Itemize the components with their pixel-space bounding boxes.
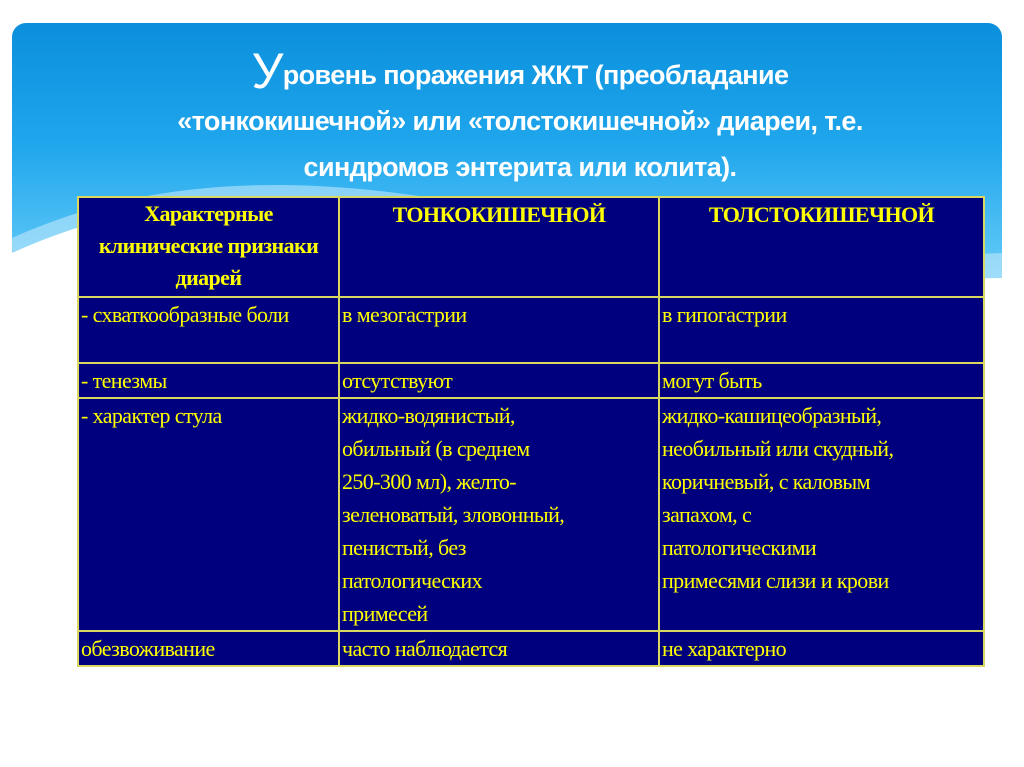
cell: часто наблюдается <box>339 631 659 666</box>
table-header-row <box>78 197 984 297</box>
table-row <box>78 398 984 631</box>
header-large-intestine: ТОЛСТОКИШЕЧНОЙ <box>659 197 984 297</box>
table-row <box>78 631 984 666</box>
table-row <box>78 297 984 363</box>
title-line-2: «тонкокишечной» или «толстокишечной» диареи, т.е. <box>177 106 863 136</box>
slide-title <box>40 43 1000 190</box>
cell: жидко-водянистый, обильный (в среднем 250-300 мл), желто- зеленоватый, зловонный, пенистый, без патологических примесей <box>339 398 659 631</box>
title-line-3: синдромов энтерита или колита). <box>303 152 737 182</box>
cell: - схваткообразные боли <box>78 297 339 363</box>
comparison-table <box>77 196 985 667</box>
title-line-1: ровень поражения ЖКТ (преобладание <box>282 60 789 90</box>
title-first-letter: У <box>251 43 283 99</box>
header-small-intestine: ТОНКОКИШЕЧНОЙ <box>339 197 659 297</box>
cell: - характер стула <box>78 398 339 631</box>
cell: могут быть <box>659 363 984 398</box>
cell: жидко-кашицеобразный, необильный или скудный, коричневый, с каловым запахом, с патологическими примесями слизи и крови <box>659 398 984 631</box>
cell: обезвоживание <box>78 631 339 666</box>
cell: - тенезмы <box>78 363 339 398</box>
cell: в мезогастрии <box>339 297 659 363</box>
header-features: Характерные клинические признаки диарей <box>78 197 339 297</box>
cell: в гипогастрии <box>659 297 984 363</box>
cell: отсутствуют <box>339 363 659 398</box>
cell: не характерно <box>659 631 984 666</box>
table-row <box>78 363 984 398</box>
